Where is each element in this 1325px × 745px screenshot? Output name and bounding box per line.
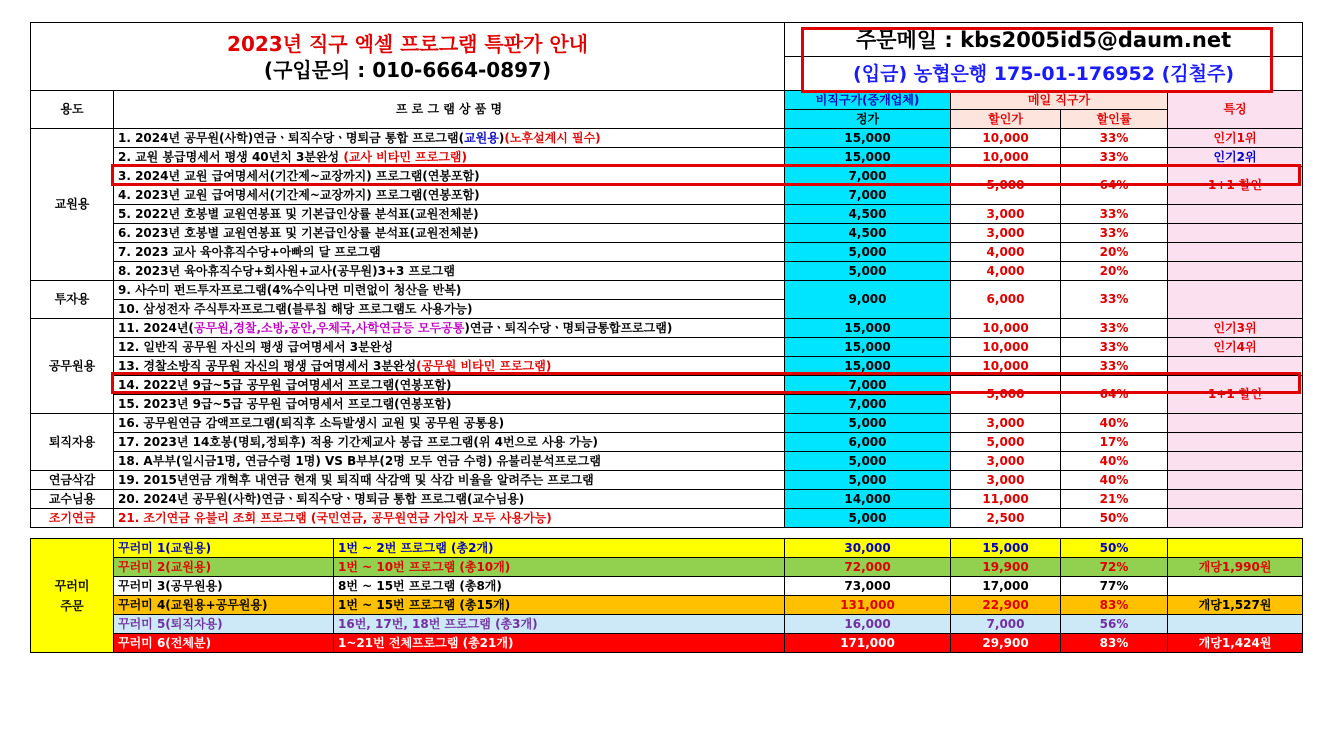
discount-rate: 33%	[1061, 205, 1168, 224]
price-sheet	[30, 22, 1302, 653]
col-mail-direct: 메일 직구가	[951, 91, 1168, 110]
discount-price: 6,000	[951, 281, 1061, 319]
bundle-feature: 개당1,424원	[1168, 634, 1303, 653]
feature-badge: 인기1위	[1168, 129, 1303, 148]
category-retire: 퇴직자용	[31, 414, 114, 471]
discount-price: 3,000	[951, 414, 1061, 433]
feature-badge	[1168, 490, 1303, 509]
title-line1: 2023년 직구 엑셀 프로그램 특판가 안내	[227, 31, 588, 56]
col-product: 프 로 그 램 상 품 명	[114, 91, 785, 129]
list-price: 15,000	[785, 338, 951, 357]
bundle-desc: 1번 ~ 2번 프로그램 (총2개)	[334, 539, 785, 558]
bundle-price: 171,000	[785, 634, 951, 653]
bundle-row	[31, 634, 1303, 653]
bundle-desc: 8번 ~ 15번 프로그램 (총8개)	[334, 577, 785, 596]
title-cell	[31, 23, 785, 91]
table-row	[31, 338, 1303, 357]
bundle-feature	[1168, 615, 1303, 634]
bundle-price: 30,000	[785, 539, 951, 558]
bundle-name: 꾸러미 1(교원용)	[114, 539, 334, 558]
discount-rate: 33%	[1061, 281, 1168, 319]
table-row	[31, 281, 1303, 300]
list-price: 15,000	[785, 319, 951, 338]
table-row	[31, 205, 1303, 224]
bundle-discount: 17,000	[951, 577, 1061, 596]
table-row	[31, 167, 1303, 186]
list-price: 5,000	[785, 262, 951, 281]
product-name: 12. 일반직 공무원 자신의 평생 급여명세서 3분완성	[114, 338, 785, 357]
discount-price: 10,000	[951, 319, 1061, 338]
bundle-row	[31, 596, 1303, 615]
bundle-desc: 1번 ~ 10번 프로그램 (총10개)	[334, 558, 785, 577]
feature-badge	[1168, 452, 1303, 471]
order-mail[interactable]: 주문메일 : kbs2005id5@daum.net	[785, 23, 1303, 57]
discount-rate: 20%	[1061, 243, 1168, 262]
bundle-price: 72,000	[785, 558, 951, 577]
discount-price: 4,000	[951, 262, 1061, 281]
bundle-name: 꾸러미 6(전체분)	[114, 634, 334, 653]
discount-rate: 33%	[1061, 357, 1168, 376]
bundle-rate: 50%	[1061, 539, 1168, 558]
table-row	[31, 376, 1303, 395]
discount-rate: 33%	[1061, 148, 1168, 167]
list-price: 9,000	[785, 281, 951, 319]
discount-rate: 40%	[1061, 452, 1168, 471]
discount-rate: 17%	[1061, 433, 1168, 452]
discount-rate: 33%	[1061, 224, 1168, 243]
product-name: 14. 2022년 9급~5급 공무원 급여명세서 프로그램(연봉포함)	[114, 376, 785, 395]
discount-rate: 64%	[1061, 167, 1168, 205]
bundle-discount: 15,000	[951, 539, 1061, 558]
discount-price: 5,000	[951, 376, 1061, 414]
table-row	[31, 452, 1303, 471]
feature-badge	[1168, 262, 1303, 281]
list-price: 15,000	[785, 357, 951, 376]
list-price: 7,000	[785, 167, 951, 186]
bundle-name: 꾸러미 5(퇴직자용)	[114, 615, 334, 634]
product-name: 19. 2015년연금 개혁후 내연금 현재 및 퇴직때 삭감액 및 삭감 비율을 알려주는 프로그램	[114, 471, 785, 490]
feature-badge	[1168, 509, 1303, 528]
discount-price: 5,000	[951, 433, 1061, 452]
product-name: 18. A부부(일시금1명, 연금수령 1명) VS B부부(2명 모두 연금 수령) 유불리분석프로그램	[114, 452, 785, 471]
bundle-price: 16,000	[785, 615, 951, 634]
category-civil: 공무원용	[31, 319, 114, 414]
category-pension-cut: 연금삭감	[31, 471, 114, 490]
category-early: 조기연금	[31, 509, 114, 528]
bundle-name: 꾸러미 4(교원용+공무원용)	[114, 596, 334, 615]
discount-price: 4,000	[951, 243, 1061, 262]
bundle-feature: 개당1,990원	[1168, 558, 1303, 577]
table-row	[31, 490, 1303, 509]
discount-price: 10,000	[951, 129, 1061, 148]
bundle-desc: 16번, 17번, 18번 프로그램 (총3개)	[334, 615, 785, 634]
product-name: 20. 2024년 공무원(사학)연금ㆍ퇴직수당ㆍ명퇴금 통합 프로그램(교수님용)	[114, 490, 785, 509]
product-name: 1. 2024년 공무원(사학)연금ㆍ퇴직수당ㆍ명퇴금 통합 프로그램(교원용)(노후설계시 필수)	[114, 129, 785, 148]
discount-rate: 33%	[1061, 129, 1168, 148]
bundle-feature: 개당1,527원	[1168, 596, 1303, 615]
discount-rate: 33%	[1061, 319, 1168, 338]
product-name: 2. 교원 봉급명세서 평생 40년치 3분완성 (교사 비타민 프로그램)	[114, 148, 785, 167]
price-table	[30, 22, 1303, 653]
feature-badge: 1+1 할인	[1168, 167, 1303, 205]
list-price: 5,000	[785, 471, 951, 490]
bundle-desc: 1번 ~ 15번 프로그램 (총15개)	[334, 596, 785, 615]
discount-rate: 50%	[1061, 509, 1168, 528]
product-name: 5. 2022년 호봉별 교원연봉표 및 기본급인상률 분석표(교원전체분)	[114, 205, 785, 224]
bundle-feature	[1168, 577, 1303, 596]
discount-price: 5,000	[951, 167, 1061, 205]
category-professor: 교수님용	[31, 490, 114, 509]
col-discount-price: 할인가	[951, 110, 1061, 129]
list-price: 15,000	[785, 129, 951, 148]
product-name: 16. 공무원연금 감액프로그램(퇴직후 소득발생시 교원 및 공무원 공통용)	[114, 414, 785, 433]
title-line2: (구입문의 : 010-6664-0897)	[263, 57, 552, 82]
bundle-name: 꾸러미 2(교원용)	[114, 558, 334, 577]
col-feature: 특징	[1168, 91, 1303, 129]
discount-price: 3,000	[951, 452, 1061, 471]
feature-badge	[1168, 243, 1303, 262]
bank-account: (입금) 농협은행 175-01-176952 (김철주)	[785, 57, 1303, 91]
bundle-row	[31, 539, 1303, 558]
feature-badge	[1168, 471, 1303, 490]
product-name: 11. 2024년(공무원,경찰,소방,공안,우체국,사학연금등 모두공통)연금ㆍ퇴직수당ㆍ명퇴금통합프로그램)	[114, 319, 785, 338]
bundle-row	[31, 558, 1303, 577]
product-name: 21. 조기연금 유불리 조회 프로그램 (국민연금, 공무원연금 가입자 모두 사용가능)	[114, 509, 785, 528]
table-row	[31, 471, 1303, 490]
list-price: 6,000	[785, 433, 951, 452]
table-row	[31, 262, 1303, 281]
bundle-discount: 7,000	[951, 615, 1061, 634]
list-price: 7,000	[785, 395, 951, 414]
bundle-rate: 83%	[1061, 634, 1168, 653]
list-price: 14,000	[785, 490, 951, 509]
bundle-discount: 22,900	[951, 596, 1061, 615]
product-name: 6. 2023년 호봉별 교원연봉표 및 기본급인상률 분석표(교원전체분)	[114, 224, 785, 243]
discount-price: 3,000	[951, 205, 1061, 224]
discount-rate: 20%	[1061, 262, 1168, 281]
table-row	[31, 148, 1303, 167]
category-invest: 투자용	[31, 281, 114, 319]
discount-rate: 40%	[1061, 471, 1168, 490]
category-teacher: 교원용	[31, 129, 114, 281]
col-use: 용도	[31, 91, 114, 129]
discount-price: 3,000	[951, 471, 1061, 490]
bundle-rate: 77%	[1061, 577, 1168, 596]
product-name: 13. 경찰소방직 공무원 자신의 평생 급여명세서 3분완성(공무원 비타민 프로그램)	[114, 357, 785, 376]
product-name: 17. 2023년 14호봉(명퇴,정퇴후) 적용 기간제교사 봉급 프로그램(위 4번으로 사용 가능)	[114, 433, 785, 452]
feature-badge: 1+1 할인	[1168, 376, 1303, 414]
col-discount-rate: 할인률	[1061, 110, 1168, 129]
feature-badge	[1168, 224, 1303, 243]
feature-badge: 인기2위	[1168, 148, 1303, 167]
bundle-discount: 19,900	[951, 558, 1061, 577]
discount-price: 10,000	[951, 338, 1061, 357]
bundle-row	[31, 615, 1303, 634]
table-row	[31, 414, 1303, 433]
category-bundle: 꾸러미 주문	[31, 539, 114, 653]
bundle-desc: 1~21번 전체프로그램 (총21개)	[334, 634, 785, 653]
table-row	[31, 357, 1303, 376]
list-price: 5,000	[785, 414, 951, 433]
feature-badge	[1168, 433, 1303, 452]
bundle-rate: 56%	[1061, 615, 1168, 634]
discount-rate: 64%	[1061, 376, 1168, 414]
discount-rate: 33%	[1061, 338, 1168, 357]
table-row	[31, 509, 1303, 528]
bundle-price: 73,000	[785, 577, 951, 596]
discount-price: 10,000	[951, 148, 1061, 167]
product-name: 10. 삼성전자 주식투자프로그램(블루칩 해당 프로그램도 사용가능)	[114, 300, 785, 319]
col-list-price: 정가	[785, 110, 951, 129]
table-row	[31, 224, 1303, 243]
table-row	[31, 433, 1303, 452]
discount-price: 11,000	[951, 490, 1061, 509]
list-price: 7,000	[785, 376, 951, 395]
discount-price: 3,000	[951, 224, 1061, 243]
product-name: 15. 2023년 9급~5급 공무원 급여명세서 프로그램(연봉포함)	[114, 395, 785, 414]
bundle-feature	[1168, 539, 1303, 558]
feature-badge	[1168, 357, 1303, 376]
bundle-rate: 72%	[1061, 558, 1168, 577]
feature-badge	[1168, 281, 1303, 319]
discount-rate: 21%	[1061, 490, 1168, 509]
table-row	[31, 129, 1303, 148]
list-price: 5,000	[785, 452, 951, 471]
table-row	[31, 243, 1303, 262]
discount-price: 10,000	[951, 357, 1061, 376]
product-name: 7. 2023 교사 육아휴직수당+아빠의 달 프로그램	[114, 243, 785, 262]
feature-badge	[1168, 414, 1303, 433]
discount-rate: 40%	[1061, 414, 1168, 433]
bundle-discount: 29,900	[951, 634, 1061, 653]
bundle-row	[31, 577, 1303, 596]
bundle-name: 꾸러미 3(공무원용)	[114, 577, 334, 596]
product-name: 8. 2023년 육아휴직수당+회사원+교사(공무원)3+3 프로그램	[114, 262, 785, 281]
product-name: 4. 2023년 교원 급여명세서(기간제~교장까지) 프로그램(연봉포함)	[114, 186, 785, 205]
product-name: 9. 사수미 펀드투자프로그램(4%수익나면 미련없이 청산을 반복)	[114, 281, 785, 300]
bundle-rate: 83%	[1061, 596, 1168, 615]
table-row	[31, 319, 1303, 338]
list-price: 7,000	[785, 186, 951, 205]
feature-badge	[1168, 205, 1303, 224]
feature-badge: 인기4위	[1168, 338, 1303, 357]
feature-badge: 인기3위	[1168, 319, 1303, 338]
list-price: 5,000	[785, 509, 951, 528]
product-name: 3. 2024년 교원 급여명세서(기간제~교장까지) 프로그램(연봉포함)	[114, 167, 785, 186]
bundle-price: 131,000	[785, 596, 951, 615]
discount-price: 2,500	[951, 509, 1061, 528]
list-price: 4,500	[785, 224, 951, 243]
list-price: 5,000	[785, 243, 951, 262]
list-price: 15,000	[785, 148, 951, 167]
list-price: 4,500	[785, 205, 951, 224]
col-non-direct: 비직구가(중개업체)	[785, 91, 951, 110]
